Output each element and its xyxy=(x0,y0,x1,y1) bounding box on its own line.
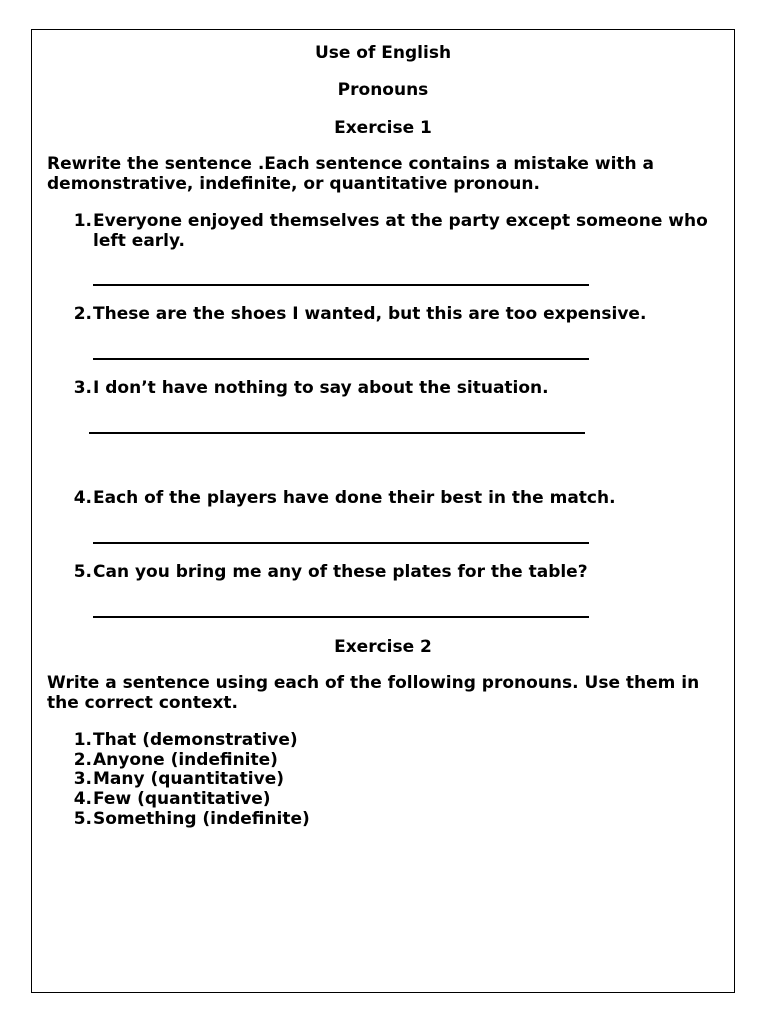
item-number: 5. xyxy=(73,809,92,829)
item-number: 1. xyxy=(73,730,92,750)
exercise-1-heading: Exercise 1 xyxy=(334,118,432,138)
item-text: Everyone enjoyed themselves at the party except someone who left early. xyxy=(93,211,708,251)
item-text: Each of the players have done their best in the match. xyxy=(93,488,616,508)
exercise-1-instruction: Rewrite the sentence .Each sentence contains a mistake with a demonstrative, indefinite, or quantitative pronoun. xyxy=(47,154,655,194)
item-number: 2. xyxy=(73,750,92,770)
answer-line-3[interactable] xyxy=(89,432,585,434)
item-number: 5. xyxy=(73,562,92,582)
item-number: 3. xyxy=(73,378,92,398)
item-number: 4. xyxy=(73,789,92,809)
answer-line-1[interactable] xyxy=(93,284,589,286)
item-text: Few (quantitative) xyxy=(93,789,271,809)
exercise-2-heading: Exercise 2 xyxy=(334,637,432,657)
item-text: Can you bring me any of these plates for the table? xyxy=(93,562,588,582)
item-text: That (demonstrative) xyxy=(93,730,298,750)
item-text: Anyone (indefinite) xyxy=(93,750,278,770)
item-number: 2. xyxy=(73,304,92,324)
item-number: 3. xyxy=(73,769,92,789)
worksheet-page xyxy=(31,29,735,993)
answer-line-4[interactable] xyxy=(93,542,589,544)
document-title: Use of English xyxy=(314,43,452,63)
answer-line-2[interactable] xyxy=(93,358,589,360)
item-text: These are the shoes I wanted, but this are too expensive. xyxy=(93,304,647,324)
item-text: I don’t have nothing to say about the situation. xyxy=(93,378,549,398)
document-subtitle: Pronouns xyxy=(337,80,429,100)
item-number: 1. xyxy=(73,211,92,231)
exercise-2-instruction: Write a sentence using each of the following pronouns. Use them in the correct context. xyxy=(47,673,700,713)
item-text: Something (indefinite) xyxy=(93,809,310,829)
item-number: 4. xyxy=(73,488,92,508)
item-text: Many (quantitative) xyxy=(93,769,284,789)
answer-line-5[interactable] xyxy=(93,616,589,618)
